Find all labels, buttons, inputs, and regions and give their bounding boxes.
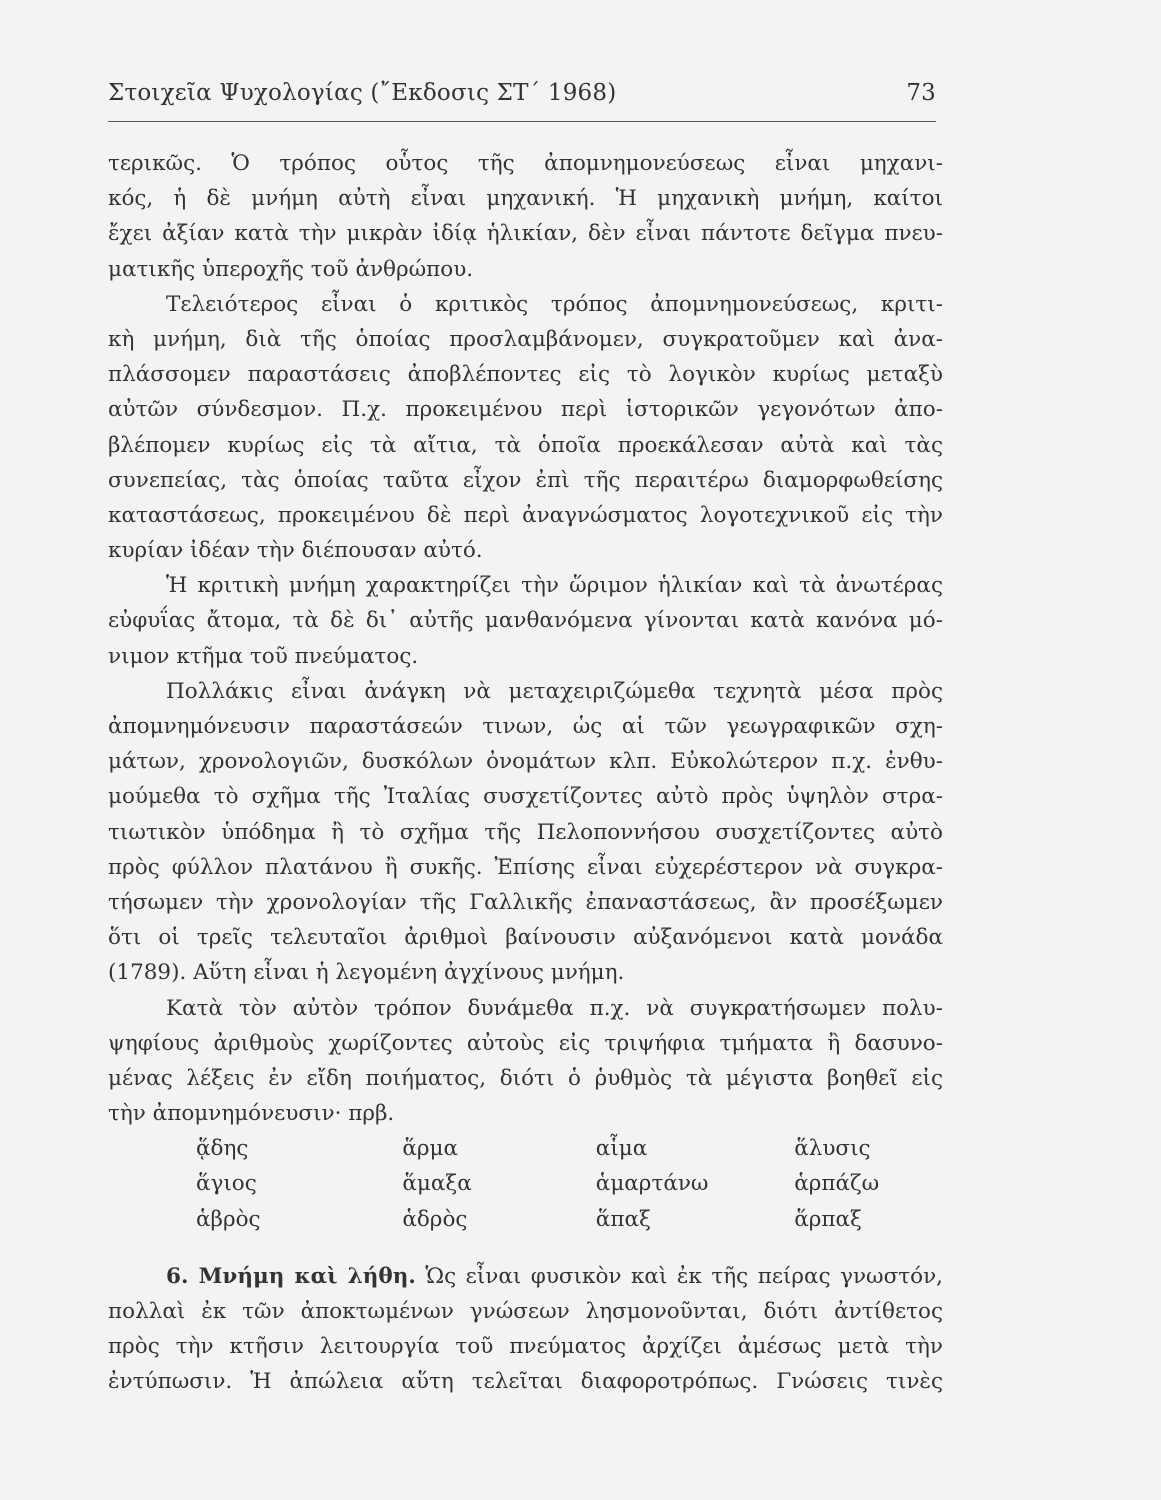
text-line: Κατὰ τὸν αὐτὸν τρόπον δυνάμεθα π.χ. νὰ συγκρατήσωμεν πολυ- <box>166 995 943 1021</box>
word-list-cell: ἅρπαξ <box>794 1206 862 1232</box>
text-line: συνεπείας, τὰς ὁποίας ταῦτα εἶχον ἐπὶ τῆς περαιτέρω διαμορφωθείσης <box>108 467 943 493</box>
text-line: πολλαὶ ἐκ τῶν ἀποκτωμένων γνώσεων λησμονοῦνται, διότι ἀντίθετος <box>108 1299 943 1324</box>
page-number: 73 <box>906 80 936 106</box>
text-line: Πολλάκις εἶναι ἀνάγκη νὰ μεταχειριζώμεθα τεχνητὰ μέσα πρὸς <box>166 678 943 704</box>
word-list-cell: ἁδρὸς <box>402 1206 468 1232</box>
text-line: εὐφυΐας ἄτομα, τὰ δὲ δι᾽ αὐτῆς μανθανόμενα γίνονται κατὰ κανόνα μό- <box>108 608 943 634</box>
text-line: τερικῶς. Ὁ τρόπος οὗτος τῆς ἀπομνημονεύσεως εἶναι μηχανι- <box>108 151 943 176</box>
word-list-cell: ἅλυσις <box>794 1136 871 1162</box>
section-gap <box>108 1237 943 1259</box>
text-line: πρὸς φύλλον πλατάνου ἢ συκῆς. Ἐπίσης εἶναι εὐχερέστερον νὰ συγκρα- <box>108 854 943 880</box>
word-list-cell: ἁβρὸς <box>196 1206 261 1232</box>
page-body <box>108 146 943 1400</box>
text-line: Ἡ κριτικὴ μνήμη χαρακτηρίζει τὴν ὥριμον ἡλικίαν καὶ τὰ ἀνωτέρας <box>166 573 943 599</box>
text-line: κὴ μνήμη, διὰ τῆς ὁποίας προσλαμβάνομεν, συγκρατοῦμεν καὶ ἀνα- <box>108 326 943 352</box>
section-first-line <box>108 1259 943 1294</box>
text-line: τιωτικὸν ὑπόδημα ἢ τὸ σχῆμα τῆς Πελοποννήσου συσχετίζοντες αὐτὸ <box>108 819 943 845</box>
text-line: αὐτῶν σύνδεσμον. Π.χ. προκειμένου περὶ ἱστορικῶν γεγονότων ἀπο- <box>108 397 943 423</box>
text-line: ὅτι οἱ τρεῖς τελευταῖοι ἀριθμοὶ βαίνουσιν αὐξανόμενοι κατὰ μονάδα <box>108 925 943 951</box>
header-rule <box>108 121 936 122</box>
text-line: πλάσσομεν παραστάσεις ἀποβλέποντες εἰς τὸ λογικὸν κυρίως μεταξὺ <box>108 362 943 388</box>
text-line: τὴν ἀπομνημόνευσιν· πρβ. <box>108 1101 395 1127</box>
text-line: κός, ἡ δὲ μνήμη αὐτὴ εἶναι μηχανική. Ἡ μηχανικὴ μνήμη, καίτοι <box>108 186 943 212</box>
section-heading: 6. Μνήμη καὶ λήθη. <box>166 1263 416 1289</box>
text-line: μούμεθα τὸ σχῆμα τῆς Ἰταλίας συσχετίζοντες αὐτὸ πρὸς ὑψηλὸν στρα- <box>108 784 943 810</box>
text-line: τήσωμεν τὴν χρονολογίαν τῆς Γαλλικῆς ἐπαναστάσεως, ἂν προσέξωμεν <box>108 889 943 915</box>
word-list-cell: ἁρπάζω <box>794 1171 880 1197</box>
word-list-row <box>108 1202 943 1237</box>
text-line: ἔχει ἀξίαν κατὰ τὴν μικρὰν ἰδίᾳ ἡλικίαν, δὲν εἶναι πάντοτε δεῖγμα πνευ- <box>108 221 943 247</box>
section-text: Ὡς εἶναι φυσικὸν καὶ ἐκ τῆς πείρας γνωστόν, <box>425 1263 943 1289</box>
word-list-cell: ἅπαξ <box>595 1206 651 1232</box>
text-line: βλέπομεν κυρίως εἰς τὰ αἴτια, τὰ ὁποῖα προεκάλεσαν αὐτὰ καὶ τὰς <box>108 432 943 458</box>
text-line: (1789). Αὕτη εἶναι ἡ λεγομένη ἀγχίνους μνήμη. <box>108 960 625 986</box>
text-line: μένας λέξεις ἐν εἴδη ποιήματος, διότι ὁ ῥυθμὸς τὰ μέγιστα βοηθεῖ εἰς <box>108 1065 943 1091</box>
text-line: μάτων, χρονολογιῶν, δυσκόλων ὀνομάτων κλπ. Εὐκολώτερον π.χ. ἐνθυ- <box>108 749 943 775</box>
word-list-cell: ἅρμα <box>402 1136 458 1162</box>
text-line: πρὸς τὴν κτῆσιν λειτουργία τοῦ πνεύματος ἀρχίζει ἀμέσως μετὰ τὴν <box>108 1334 943 1360</box>
text-line: νιμον κτῆμα τοῦ πνεύματος. <box>108 643 419 669</box>
word-list-cell: ἅγιος <box>196 1171 257 1197</box>
text-line: ψηφίους ἀριθμοὺς χωρίζοντες αὐτοὺς εἰς τριψήφια τμήματα ἢ δασυνο- <box>108 1030 943 1056</box>
header-title: Στοιχεῖα Ψυχολογίας (῎Εκδοσις ΣΤ΄ 1968) <box>108 80 617 106</box>
text-line: καταστάσεως, προκειμένου δὲ περὶ ἀναγνώσματος λογοτεχνικοῦ εἰς τὴν <box>108 502 943 528</box>
word-list-cell: ἁμαρτάνω <box>595 1171 709 1197</box>
text-line: ἐντύπωσιν. Ἡ ἀπώλεια αὕτη τελεῖται διαφοροτρόπως. Γνώσεις τινὲς <box>108 1369 943 1395</box>
text-line: Τελειότερος εἶναι ὁ κριτικὸς τρόπος ἀπομνημονεύσεως, κριτι- <box>166 291 943 317</box>
word-list-cell: ᾅδης <box>196 1136 249 1162</box>
text-line: ἀπομνημόνευσιν παραστάσεών τινων, ὡς αἱ τῶν γεωγραφικῶν σχη- <box>108 714 943 739</box>
word-list-row <box>108 1131 943 1166</box>
text-line: κυρίαν ἰδέαν τὴν διέπουσαν αὐτό. <box>108 538 483 564</box>
word-list-row <box>108 1166 943 1201</box>
word-list-cell: ἅμαξα <box>402 1171 472 1197</box>
word-list-cell: αἷμα <box>595 1136 648 1162</box>
text-line: ματικῆς ὑπεροχῆς τοῦ ἀνθρώπου. <box>108 256 474 282</box>
